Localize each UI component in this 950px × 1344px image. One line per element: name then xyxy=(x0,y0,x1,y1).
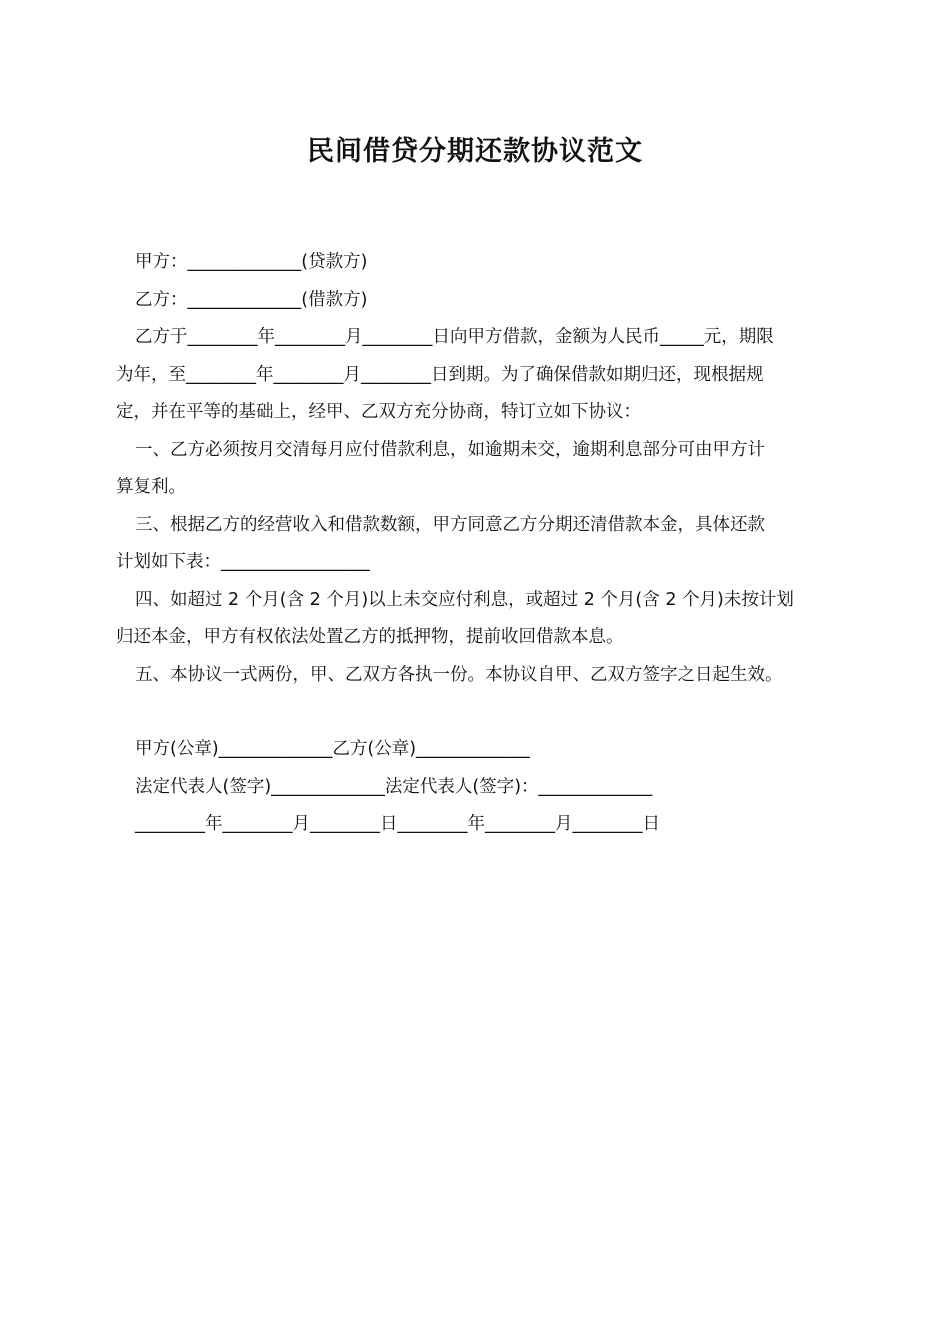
intro-line-1: 乙方于________年________月________日向甲方借款，金额为人民币_____元，期限 xyxy=(135,327,774,347)
section-gap xyxy=(116,694,856,731)
signature-block xyxy=(116,731,856,844)
clause-1-line-2: 算复利。 xyxy=(116,477,186,497)
clause-3 xyxy=(116,507,856,582)
document-title: 民间借贷分期还款协议范文 xyxy=(307,136,643,167)
clause-4-line-1: 四、如超过 2 个月(含 2 个月)以上未交应付利息，或超过 2 个月(含 2 个月)未按计划 xyxy=(135,589,794,610)
intro-line-3: 定，并在平等的基础上，经甲、乙双方充分协商，特订立如下协议： xyxy=(116,402,641,422)
party-a-line: 甲方：_____________(贷款方) xyxy=(135,252,368,272)
representative-line: 法定代表人(签字)_____________法定代表人(签字)：_____________ xyxy=(135,776,653,797)
clause-1 xyxy=(116,432,856,507)
clause-4 xyxy=(116,582,856,657)
seal-line: 甲方(公章)_____________乙方(公章)_____________ xyxy=(135,739,530,759)
clause-3-line-1: 三、根据乙方的经营收入和借款数额，甲方同意乙方分期还清借款本金，具体还款 xyxy=(135,514,765,535)
document-body xyxy=(116,244,856,844)
clause-5-line: 五、本协议一式两份，甲、乙双方各执一份。本协议自甲、乙双方签字之日起生效。 xyxy=(135,664,783,685)
clause-4-line-2: 归还本金，甲方有权依法处置乙方的抵押物，提前收回借款本息。 xyxy=(116,627,624,647)
party-b-line: 乙方：_____________(借款方) xyxy=(135,289,368,310)
intro-paragraph xyxy=(116,319,856,432)
clause-3-line-2: 计划如下表：_________________ xyxy=(116,552,370,572)
clause-1-line-1: 一、乙方必须按月交清每月应付借款利息，如逾期未交，逾期利息部分可由甲方计 xyxy=(135,439,765,460)
clause-5 xyxy=(116,657,856,695)
date-line: ________年________月________日________年________月________日 xyxy=(135,814,660,834)
intro-line-2: 为年，至________年________月________日到期。为了确保借款如期归还，现根据规 xyxy=(116,364,764,385)
